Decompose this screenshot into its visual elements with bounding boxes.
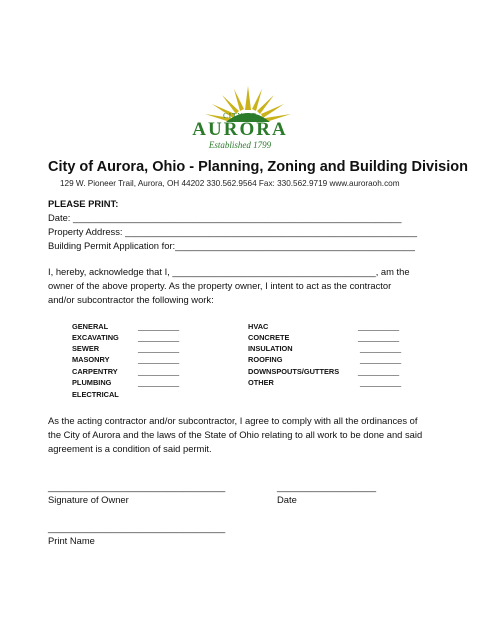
- work-item-plumbing: PLUMBING: [72, 378, 112, 387]
- property-address-field[interactable]: Property Address: ________________________________________________________: [48, 226, 418, 237]
- work-item-concrete: CONCRETE: [248, 333, 290, 342]
- work-item-insulation: INSULATION: [248, 344, 293, 353]
- date-signature-line[interactable]: ___________________: [277, 481, 377, 492]
- page-title: City of Aurora, Ohio - Planning, Zoning and Building Division: [48, 159, 468, 175]
- work-blank-general[interactable]: __________: [138, 322, 180, 331]
- acknowledge-line-1: I, hereby, acknowledge that I, _______________________________________, am the: [48, 266, 410, 277]
- comply-line-2: the City of Aurora and the laws of the State of Ohio relating to all work to be done and said: [48, 429, 423, 440]
- work-blank-concrete[interactable]: __________: [358, 333, 400, 342]
- work-blank-roofing[interactable]: __________: [360, 355, 402, 364]
- work-blank-hvac[interactable]: __________: [358, 322, 400, 331]
- signature-line[interactable]: __________________________________: [48, 481, 226, 492]
- logo-city-of: CITY OF: [223, 112, 257, 120]
- acknowledge-line-3: and/or subcontractor the following work:: [48, 294, 214, 305]
- work-blank-downspouts-gutters[interactable]: __________: [358, 367, 400, 376]
- work-item-downspouts-gutters: DOWNSPOUTS/GUTTERS: [248, 367, 340, 376]
- comply-line-3: agreement is a condition of said permit.: [48, 443, 212, 454]
- print-name-label: Print Name: [48, 535, 95, 546]
- work-blank-plumbing[interactable]: __________: [138, 378, 180, 387]
- work-item-masonry: MASONRY: [72, 355, 110, 364]
- date-signature-label: Date: [277, 494, 297, 505]
- work-item-other: OTHER: [248, 378, 274, 387]
- signature-label: Signature of Owner: [48, 494, 129, 505]
- please-print-heading: PLEASE PRINT:: [48, 198, 119, 209]
- comply-line-1: As the acting contractor and/or subcontractor, I agree to comply with all the ordinances of: [48, 415, 418, 426]
- date-field[interactable]: Date: _______________________________________________________________: [48, 212, 402, 223]
- work-item-sewer: SEWER: [72, 344, 100, 353]
- work-blank-carpentry[interactable]: __________: [138, 367, 180, 376]
- work-blank-insulation[interactable]: __________: [360, 344, 402, 353]
- work-blank-masonry[interactable]: __________: [138, 355, 180, 364]
- work-item-excavating: EXCAVATING: [72, 333, 119, 342]
- work-blank-sewer[interactable]: __________: [138, 344, 180, 353]
- logo-established: Established 1799: [208, 140, 272, 150]
- work-item-carpentry: CARPENTRY: [72, 367, 118, 376]
- logo-aurora-wordmark: AURORA: [192, 119, 288, 140]
- permit-application-field[interactable]: Building Permit Application for:______________________________________________: [48, 240, 415, 251]
- print-name-line[interactable]: __________________________________: [48, 522, 226, 533]
- contact-address: 129 W. Pioneer Trail, Aurora, OH 44202 330.562.9564 Fax: 330.562.9719 www.auroraoh.com: [60, 179, 400, 188]
- work-item-hvac: HVAC: [248, 322, 269, 331]
- work-item-roofing: ROOFING: [248, 355, 283, 364]
- work-item-general: GENERAL: [72, 322, 109, 331]
- acknowledge-line-2: owner of the above property. As the property owner, I intent to act as the contractor: [48, 280, 392, 291]
- work-item-electrical: ELECTRICAL: [72, 390, 119, 399]
- work-blank-other[interactable]: __________: [360, 378, 402, 387]
- work-blank-excavating[interactable]: __________: [138, 333, 180, 342]
